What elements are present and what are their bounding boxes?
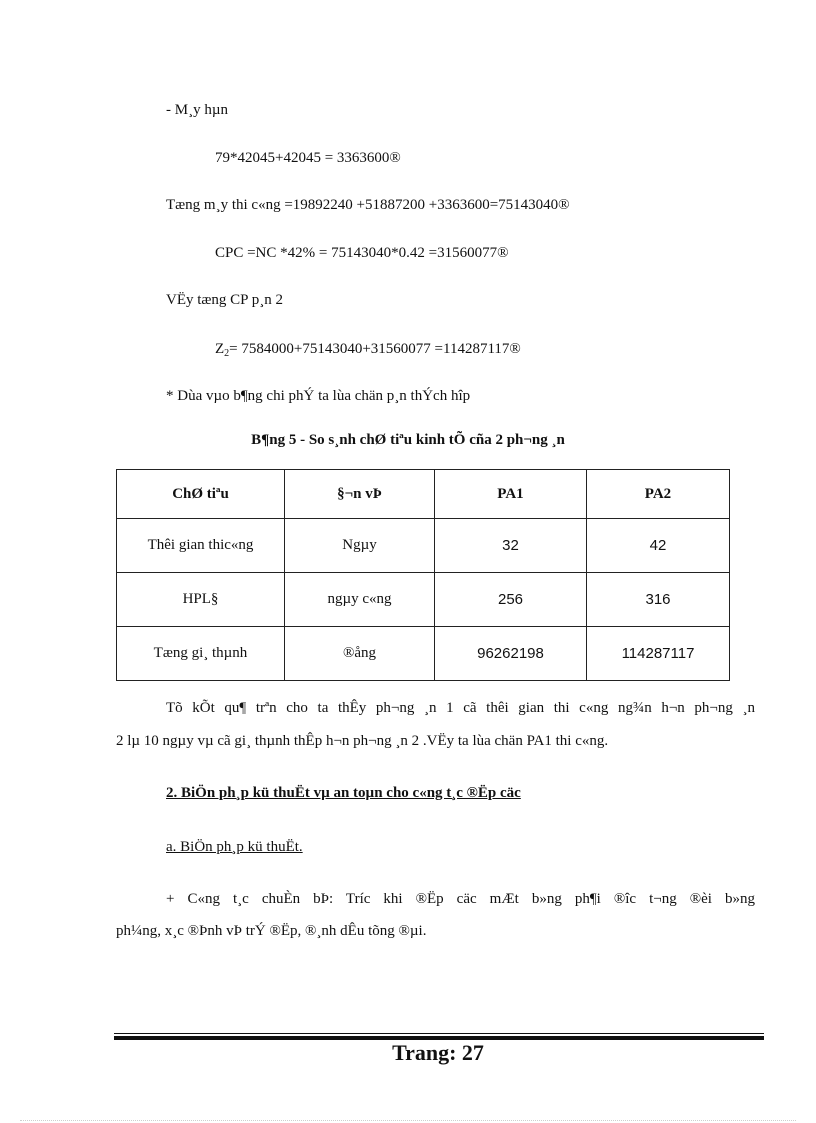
- table-cell: 42: [587, 519, 730, 573]
- text-line-machine: - M¸y hµn: [166, 102, 228, 118]
- table-cell: HPL§: [117, 573, 285, 627]
- page-number: Trang: 27: [392, 1040, 484, 1065]
- text-line-total-machine: Tæng m¸y thi c«ng =19892240 +51887200 +3363600=75143040®: [166, 197, 570, 213]
- table-title: B¶ng 5 - So s¸nh chØ tiªu kinh tÕ cña 2 ph¬ng ¸n: [251, 432, 565, 448]
- table-cell: Tæng gi¸ thµnh: [117, 627, 285, 681]
- table-row: [117, 519, 730, 573]
- table-cell: 32: [435, 519, 587, 573]
- paragraph-line-2: ph¼ng, x¸c ®Þnh vÞ trÝ ®Ëp, ®¸nh dÊu tõng ®µi.: [116, 923, 427, 939]
- table-row: [117, 573, 730, 627]
- table-cell: 96262198: [435, 627, 587, 681]
- page-edge-divider: [20, 1120, 796, 1121]
- table-cell: ngµy c«ng: [285, 573, 435, 627]
- table-cell: Thêi gian thic«ng: [117, 519, 285, 573]
- z2-symbol: Z: [215, 341, 225, 357]
- table-cell: 256: [435, 573, 587, 627]
- table-cell: Ngµy: [285, 519, 435, 573]
- header-cell-pa2: PA2: [587, 470, 730, 519]
- table-header-row: [117, 470, 730, 519]
- header-cell-unit: §¬n vÞ: [285, 470, 435, 519]
- section-heading: 2. BiÖn ph¸p kü thuËt vµ an toµn cho c«ng t¸c ®Ëp cäc: [166, 785, 521, 801]
- table-cell: ®ång: [285, 627, 435, 681]
- sub-heading: a. BiÖn ph¸p kü thuËt.: [166, 839, 303, 855]
- text-line-choose: * Dùa vµo b¶ng chi phÝ ta lùa chän p¸n thÝch hîp: [166, 388, 471, 404]
- text-line-calc-welder: 79*42045+42045 = 3363600®: [215, 150, 401, 166]
- z2-formula: = 7584000+75143040+31560077 =114287117®: [229, 341, 521, 357]
- text-line-cpc: CPC =NC *42% = 75143040*0.42 =31560077®: [215, 245, 509, 261]
- table-cell: 316: [587, 573, 730, 627]
- comparison-table: [116, 469, 730, 681]
- conclusion-line-1: Tõ kÕt qu¶ trªn cho ta thÊy ph¬ng ¸n 1 cã thêi gian thi c«ng ng¾n h¬n ph¬ng ¸n: [166, 700, 755, 716]
- text-line-total-cp: VËy tæng CP p¸n 2: [166, 292, 283, 308]
- header-cell-criteria: ChØ tiªu: [117, 470, 285, 519]
- header-cell-pa1: PA1: [435, 470, 587, 519]
- conclusion-line-2: 2 lµ 10 ngµy vµ cã gi¸ thµnh thÊp h¬n ph¬ng ¸n 2 .VËy ta lùa chän PA1 thi c«ng.: [116, 733, 609, 749]
- table-row: [117, 627, 730, 681]
- z2-subscript: 2: [224, 348, 230, 359]
- footer-rule-thin: [114, 1033, 764, 1034]
- text-line-z2: [215, 340, 521, 358]
- table-cell: 114287117: [587, 627, 730, 681]
- paragraph-line-1: + C«ng t¸c chuÈn bÞ: Tríc khi ®Ëp cäc mÆt b»ng ph¶i ®îc t¬ng ®èi b»ng: [166, 891, 755, 907]
